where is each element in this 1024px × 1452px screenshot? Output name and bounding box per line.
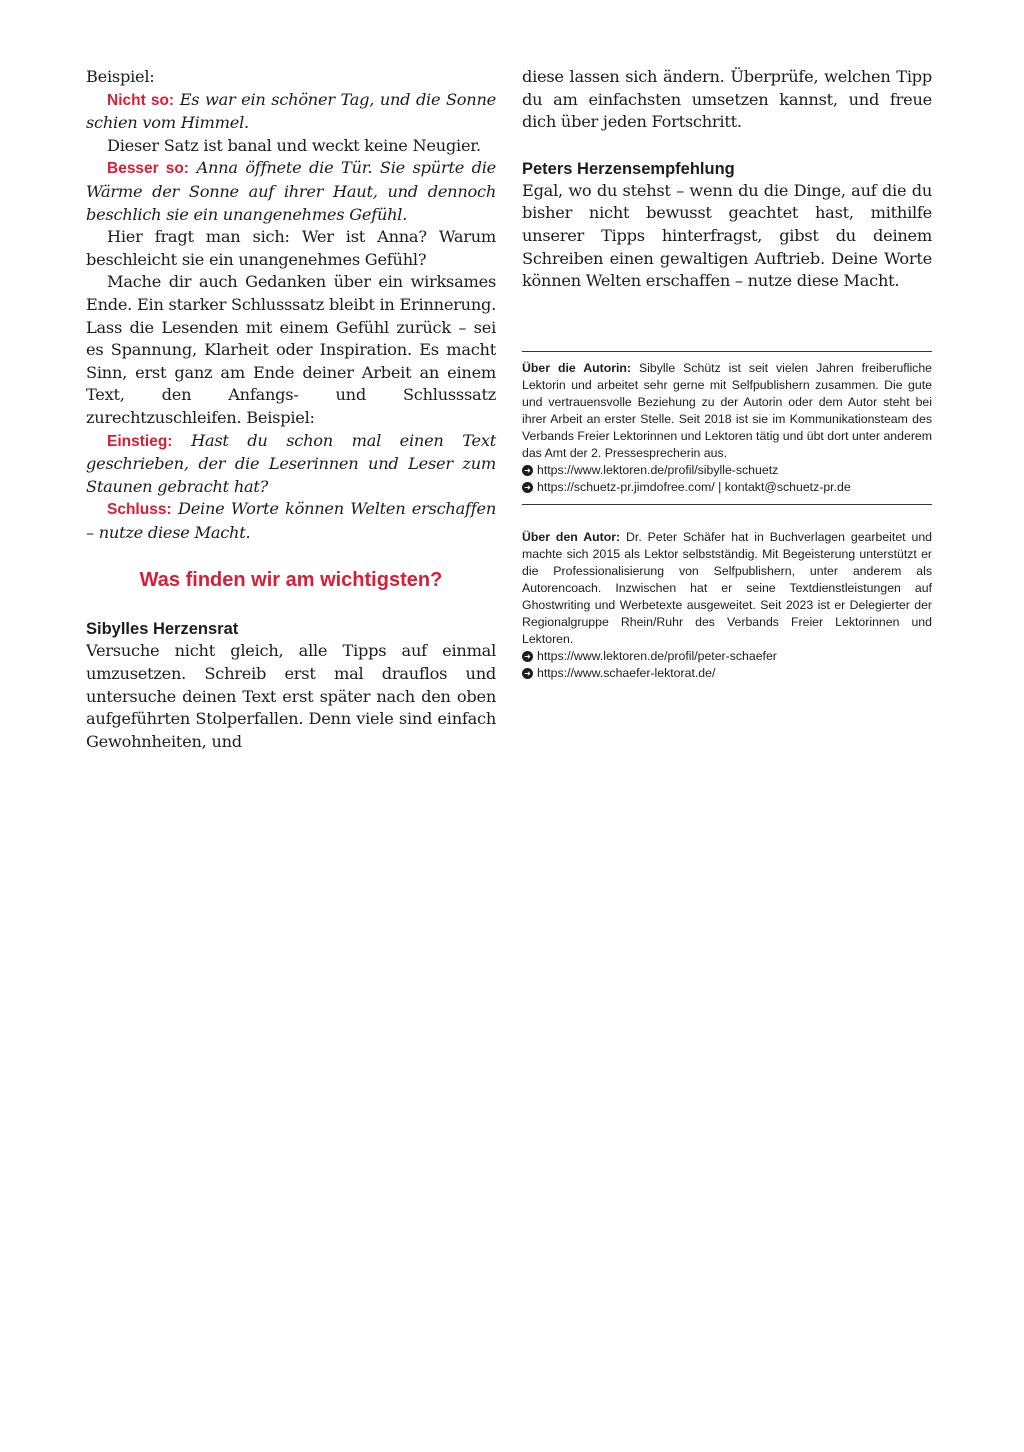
paragraph-herzensrat: Versuche nicht gleich, alle Tipps auf einmal umzusetzen. Schreib erst mal drauflos und untersuche deinen Text erst später nach den oben aufgeführten Stolperfallen. Denn viele sind einfach Gewohnheiten, und xyxy=(86,641,496,751)
section-heading: Was finden wir am wichtigsten? xyxy=(139,569,443,592)
example-text: Es war ein schöner Tag, und die Sonne schien vom Himmel. xyxy=(86,89,496,133)
bio-body: Sibylle Schütz ist seit vielen Jahren freiberufliche Lektorin und arbeitet sehr gerne mit Selfpublishern zusammen. Die gute und vertrauensvolle Beziehung zu der Autorin oder dem Autor steht bei ihrer Arbeit an erster Stelle. Seit 2018 ist sie im Kommunikationsteam des Verbands Freier Lektorinnen und Lektoren tätig und übt dort unter anderem das Amt der 2. Pressesprecherin aus. xyxy=(522,360,933,460)
example-label: Einstieg: xyxy=(107,432,173,450)
link-text[interactable]: https://www.lektoren.de/profil/sibylle-schuetz xyxy=(537,462,779,477)
example-block xyxy=(86,66,496,544)
example-text: Anna öffnete die Tür. Sie spürte die Wärme der Sonne auf ihrer Haut, und dennoch beschlich sie ein unangenehmes Gefühl. xyxy=(86,158,496,224)
bio-link[interactable] xyxy=(522,462,932,479)
subhead-sibylle: Sibylles Herzensrat xyxy=(86,620,239,639)
left-column xyxy=(86,66,496,753)
bio-label: Über die Autorin: xyxy=(522,360,632,375)
bio-link[interactable] xyxy=(522,665,932,682)
example-text: Hast du schon mal einen Text geschrieben, der die Leserinnen und Leser zum Staunen gebracht hat? xyxy=(86,430,496,496)
paragraph-anna: Hier fragt man sich: Wer ist Anna? Warum beschleicht sie ein unangenehmes Gefühl? xyxy=(86,227,496,269)
arrow-right-icon: ➜ xyxy=(522,651,533,662)
example-besser-so xyxy=(86,157,496,226)
bio-link[interactable] xyxy=(522,648,932,665)
link-text[interactable]: https://www.schaefer-lektorat.de/ xyxy=(537,665,716,680)
subhead-peter: Peters Herzensempfehlung xyxy=(522,159,735,178)
paragraph-herzensempfehlung: Egal, wo du stehst – wenn du die Dinge, auf die du bisher nicht bewusst geachtet hast, mithilfe unserer Tipps hinterfragst, gibst du deinem Schreiben einen gewaltigen Auftrieb. Deine Worte können Welten erschaffen – nutze diese Macht. xyxy=(522,180,932,291)
arrow-right-icon: ➜ xyxy=(522,668,533,679)
right-column xyxy=(522,66,932,682)
bio-text xyxy=(522,360,932,462)
beispiel-label: Beispiel: xyxy=(86,67,155,86)
bio-link[interactable] xyxy=(522,479,932,496)
paragraph-ende: Mache dir auch Gedanken über ein wirksames Ende. Ein starker Schlusssatz bleibt in Erinnerung. Lass die Lesenden mit einem Gefühl zurück – sei es Spannung, Klarheit oder Inspiration. Es macht Sinn, erst ganz am Ende deiner Arbeit an einem Text, den Anfangs- und Schlusssatz zurechtzuschleifen. Beispiel: xyxy=(86,272,497,427)
arrow-right-icon: ➜ xyxy=(522,482,533,493)
bio-body: Dr. Peter Schäfer hat in Buchverlagen gearbeitet und machte sich 2015 als Lektor selbstständig. Mit Begeisterung unterstützt er die Professionalisierung von Selfpublishern, unter anderem als Autorencoach. Inzwischen hat er seine Textdienstleistungen auf Ghostwriting und Werbetexte ausgeweitet. Seit 2023 ist er Delegierter der Regionalgruppe Rhein/Ruhr des Verbands Freier Lektorinnen und Lektoren. xyxy=(522,529,933,646)
paragraph-continued: diese lassen sich ändern. Überprüfe, welchen Tipp du am einfachsten umsetzen kannst, und freue dich über jeden Fortschritt. xyxy=(522,67,932,132)
author-bio-sibylle xyxy=(522,360,932,496)
example-einstieg xyxy=(86,430,496,499)
example-text: Deine Worte können Welten erschaffen – nutze diese Macht. xyxy=(86,499,496,542)
bio-text xyxy=(522,529,932,648)
example-schluss xyxy=(86,498,496,544)
link-text[interactable]: https://www.lektoren.de/profil/peter-schaefer xyxy=(537,648,777,663)
paragraph-banal: Dieser Satz ist banal und weckt keine Neugier. xyxy=(107,135,481,155)
example-label: Schluss: xyxy=(107,501,172,519)
bio-label: Über den Autor: xyxy=(522,529,621,544)
example-nicht-so xyxy=(86,89,496,135)
arrow-right-icon: ➜ xyxy=(522,465,533,476)
example-label: Nicht so: xyxy=(107,91,175,109)
link-text[interactable]: https://schuetz-pr.jimdofree.com/ | kontakt@schuetz-pr.de xyxy=(537,479,851,494)
example-label: Besser so: xyxy=(107,160,189,178)
author-bio-peter xyxy=(522,529,932,682)
